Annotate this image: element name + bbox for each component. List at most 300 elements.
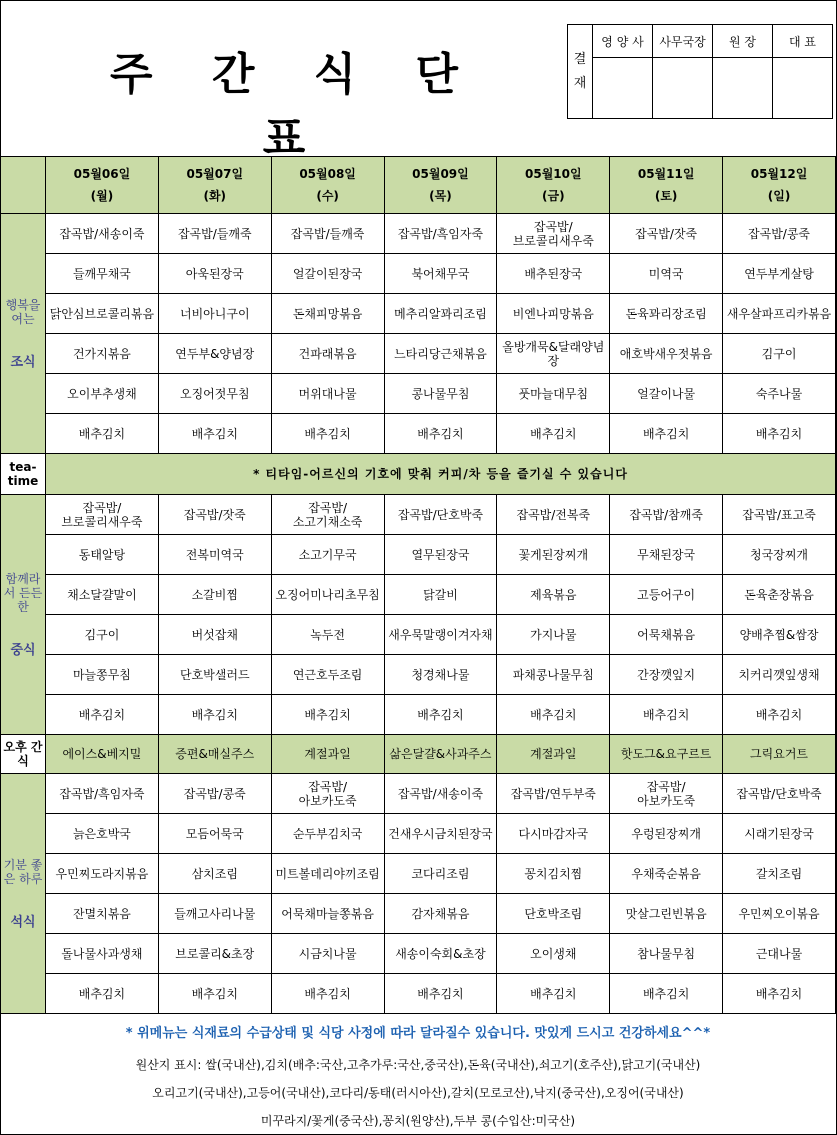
dinner-row	[1, 854, 836, 894]
dinner-menu-item	[497, 814, 610, 854]
breakfast-menu-item	[723, 294, 836, 334]
dinner-menu-item	[158, 934, 271, 974]
breakfast-menu-item-text: 미역국	[648, 266, 684, 281]
breakfast-menu-item-text: 배추김치	[304, 426, 351, 441]
breakfast-row	[1, 214, 836, 254]
breakfast-menu-item-text: 김구이	[761, 346, 797, 361]
lunch-menu-item-text: 소고기무국	[298, 547, 357, 562]
breakfast-menu-item	[610, 254, 723, 294]
breakfast-menu-item	[384, 254, 497, 294]
breakfast-menu-item	[610, 214, 723, 254]
breakfast-menu-item-text: 들깨무채국	[72, 266, 131, 281]
dinner-menu-item-text: 배추김치	[530, 986, 577, 1001]
dinner-meal-name: 석식	[10, 914, 36, 930]
dinner-menu-item-text: 다시마감자국	[518, 826, 589, 841]
teatime-notice	[46, 454, 836, 495]
snack-item-text: 증편&매실주스	[175, 747, 255, 761]
breakfast-menu-item-text: 잡곡밥/잣죽	[635, 226, 698, 241]
dinner-menu-item-text: 브로콜리&초장	[175, 946, 255, 961]
lunch-menu-item-text: 채소달걀말이	[67, 587, 137, 602]
day-header	[610, 157, 723, 214]
breakfast-menu-item-text: 배추김치	[191, 426, 238, 441]
lunch-menu-item	[46, 655, 159, 695]
lunch-menu-item-text: 무채된장국	[637, 547, 696, 562]
dinner-menu-item-text: 잡곡밥/연두부죽	[510, 786, 596, 801]
breakfast-menu-item-text: 배추김치	[78, 426, 126, 441]
dinner-menu-item	[497, 974, 610, 1014]
snack-item-text: 삶은달걀&사과주스	[389, 747, 492, 761]
dinner-menu-item	[158, 974, 271, 1014]
day-weekday: (화)	[203, 189, 227, 203]
dinner-row	[1, 814, 836, 854]
breakfast-menu-item-text: 배추김치	[530, 426, 577, 441]
breakfast-menu-item-text: 닭안심브로콜리볶음	[49, 306, 155, 321]
dinner-menu-item-text: 어묵채마늘쫑볶음	[281, 906, 374, 921]
day-weekday: (일)	[767, 189, 791, 203]
dinner-menu-item-text: 잡곡밥/콩죽	[183, 786, 246, 801]
breakfast-menu-item-text: 잡곡밥/들깨죽	[177, 226, 252, 241]
lunch-row	[1, 575, 836, 615]
lunch-menu-item-text: 연근호두조림	[292, 667, 363, 682]
dinner-menu-item-text: 배추김치	[642, 986, 690, 1001]
dinner-menu-item	[723, 854, 836, 894]
breakfast-menu-item	[610, 414, 723, 454]
lunch-menu-item	[158, 655, 271, 695]
breakfast-menu-item	[271, 334, 384, 374]
breakfast-menu-item	[723, 334, 836, 374]
dinner-menu-item	[610, 774, 723, 814]
teatime-side-label-text: tea-time	[7, 460, 39, 488]
breakfast-menu-item-text: 느타리당근채볶음	[394, 346, 487, 361]
breakfast-menu-item-text: 오이부추생채	[67, 386, 137, 401]
breakfast-menu-item	[384, 334, 497, 374]
lunch-menu-item	[384, 695, 497, 735]
approval-box	[567, 24, 833, 119]
approval-header: 원 장	[713, 25, 773, 58]
breakfast-menu-item-text: 아욱된장국	[185, 266, 244, 281]
breakfast-menu-item-text: 연두부&양념장	[175, 346, 255, 361]
lunch-menu-item-text: 배추김치	[642, 707, 690, 722]
approval-label: 결 재	[568, 25, 593, 119]
snack-item-text: 에이스&베지밀	[62, 747, 142, 761]
dinner-menu-item-text: 근대나물	[755, 946, 803, 961]
dinner-menu-item	[723, 774, 836, 814]
dinner-menu-item-text: 들깨고사리나물	[174, 906, 256, 921]
breakfast-menu-item	[271, 254, 384, 294]
lunch-menu-item-text: 꽃게된장찌개	[518, 547, 589, 562]
lunch-row	[1, 695, 836, 735]
breakfast-menu-item	[271, 414, 384, 454]
lunch-menu-item	[271, 535, 384, 575]
breakfast-menu-item-text: 배추된장국	[524, 266, 583, 281]
breakfast-menu-item-text: 건가지볶음	[72, 346, 131, 361]
dinner-menu-item	[158, 854, 271, 894]
day-date: 05월11일	[637, 167, 695, 181]
lunch-meal-name: 중식	[10, 642, 36, 658]
snack-item	[384, 735, 497, 774]
dinner-menu-item-text: 배추김치	[304, 986, 351, 1001]
lunch-menu-item-text: 배추김치	[191, 707, 238, 722]
snack-item	[271, 735, 384, 774]
lunch-menu-item-text: 치커리깻잎생채	[738, 667, 820, 682]
dinner-menu-item	[497, 774, 610, 814]
lunch-menu-item	[497, 535, 610, 575]
lunch-menu-item	[271, 695, 384, 735]
dinner-menu-item-text: 시금치나물	[298, 946, 357, 961]
day-weekday: (수)	[316, 189, 339, 203]
day-header	[271, 157, 384, 214]
lunch-menu-item-text: 잡곡밥/단호박죽	[397, 507, 484, 522]
breakfast-menu-item-text: 연두부게살탕	[744, 266, 814, 281]
dinner-menu-item-text: 잡곡밥/단호박죽	[736, 786, 822, 801]
breakfast-menu-item	[46, 374, 159, 414]
lunch-menu-item	[497, 575, 610, 615]
page-title: 주 간 식 단 표	[110, 49, 480, 164]
breakfast-menu-item-text: 새우살파프리카볶음	[726, 306, 832, 321]
dinner-menu-item	[158, 774, 271, 814]
lunch-menu-item	[723, 575, 836, 615]
day-header	[158, 157, 271, 214]
dinner-menu-item-text: 잔멸치볶음	[72, 906, 131, 921]
dinner-menu-item	[46, 854, 159, 894]
approval-header: 영 양 사	[593, 25, 653, 58]
snack-item	[610, 735, 723, 774]
day-date: 05월10일	[525, 167, 582, 181]
dinner-menu-item	[46, 774, 159, 814]
breakfast-menu-item	[158, 294, 271, 334]
breakfast-menu-item	[497, 334, 610, 374]
dinner-row	[1, 894, 836, 934]
dinner-menu-item-text: 참나물무침	[637, 946, 696, 961]
dinner-menu-item	[497, 934, 610, 974]
dinner-menu-item	[384, 854, 497, 894]
dinner-menu-item	[46, 894, 159, 934]
lunch-menu-item	[271, 615, 384, 655]
breakfast-menu-item	[271, 374, 384, 414]
day-date: 05월06일	[73, 167, 131, 181]
breakfast-menu-item-text: 돈채피망볶음	[292, 306, 363, 321]
teatime-side-label	[1, 454, 46, 495]
day-header	[46, 157, 159, 214]
dinner-menu-item-text: 꽁치김치찜	[524, 866, 583, 881]
dinner-menu-item-text: 맛살그린빈볶음	[625, 906, 707, 921]
lunch-side-caption: 함께라서 든든한	[3, 571, 43, 614]
dinner-menu-item-text: 모듬어묵국	[185, 826, 244, 841]
lunch-menu-item	[610, 655, 723, 695]
breakfast-menu-item	[158, 334, 271, 374]
lunch-menu-item-text: 잡곡밥/ 브로콜리새우죽	[61, 500, 143, 529]
day-header	[497, 157, 610, 214]
lunch-menu-item-text: 청경채나물	[411, 667, 470, 682]
dinner-menu-item	[384, 974, 497, 1014]
breakfast-menu-item	[723, 414, 836, 454]
dinner-row	[1, 774, 836, 814]
dinner-menu-item-text: 배추김치	[417, 986, 464, 1001]
breakfast-menu-item-text: 배추김치	[642, 426, 690, 441]
lunch-menu-item-text: 마늘쫑무침	[72, 667, 131, 682]
dinner-menu-item-text: 늙은호박국	[72, 826, 131, 841]
dinner-menu-item	[610, 894, 723, 934]
lunch-menu-item	[46, 615, 159, 655]
breakfast-menu-item-text: 얼갈이된장국	[292, 266, 363, 281]
breakfast-menu-item	[723, 254, 836, 294]
day-weekday: (금)	[542, 189, 565, 203]
lunch-menu-item	[158, 495, 271, 535]
snack-item	[497, 735, 610, 774]
breakfast-menu-item-text: 풋마늘대무침	[518, 386, 589, 401]
lunch-menu-item-text: 잡곡밥/참깨죽	[629, 507, 703, 522]
breakfast-menu-item	[46, 254, 159, 294]
dinner-menu-item	[384, 894, 497, 934]
dinner-menu-item-text: 우민찌오이볶음	[738, 906, 820, 921]
snack-side-label-text: 오후 간식	[3, 740, 43, 768]
breakfast-row	[1, 414, 836, 454]
dinner-menu-item-text: 새송이숙회&초장	[395, 946, 486, 961]
breakfast-menu-item	[497, 414, 610, 454]
lunch-menu-item-text: 배추김치	[530, 707, 577, 722]
day-date: 05월07일	[186, 167, 244, 181]
breakfast-menu-item	[271, 294, 384, 334]
snack-item	[46, 735, 159, 774]
lunch-side-label	[1, 495, 46, 735]
breakfast-menu-item-text: 얼갈이나물	[637, 386, 696, 401]
dinner-menu-item	[384, 814, 497, 854]
approval-sign-box[interactable]	[713, 58, 773, 119]
breakfast-menu-item	[384, 414, 497, 454]
dinner-menu-item	[497, 894, 610, 934]
lunch-menu-item-text: 가지나물	[530, 627, 577, 642]
breakfast-menu-item	[723, 214, 836, 254]
dinner-menu-item	[723, 894, 836, 934]
dinner-menu-item-text: 우렁된장찌개	[631, 826, 701, 841]
breakfast-menu-item	[610, 374, 723, 414]
day-header	[384, 157, 497, 214]
origin-line: 미꾸라지/꽃게(중국산),꽁치(원양산),두부 콩(수입산:미국산)	[260, 1114, 576, 1128]
lunch-menu-item-text: 열무된장국	[411, 547, 470, 562]
lunch-menu-item-text: 어묵채볶음	[637, 627, 696, 642]
lunch-menu-item	[497, 695, 610, 735]
breakfast-menu-item	[610, 294, 723, 334]
lunch-menu-item	[384, 495, 497, 535]
dinner-menu-item	[384, 774, 497, 814]
dinner-menu-item	[158, 894, 271, 934]
day-date: 05월12일	[750, 167, 808, 181]
breakfast-menu-item	[497, 374, 610, 414]
dinner-menu-item	[46, 934, 159, 974]
breakfast-menu-item-text: 애호박새우젓볶음	[619, 346, 713, 361]
breakfast-menu-item-text: 돈육꽈리장조림	[625, 306, 707, 321]
lunch-row	[1, 655, 836, 695]
breakfast-menu-item-text: 배추김치	[755, 426, 803, 441]
dinner-menu-item-text: 감자채볶음	[411, 906, 470, 921]
snack-item-text: 계절과일	[304, 747, 351, 761]
lunch-menu-item	[158, 575, 271, 615]
breakfast-menu-item	[158, 254, 271, 294]
lunch-menu-item-text: 청국장찌개	[750, 547, 809, 562]
breakfast-menu-item	[46, 294, 159, 334]
lunch-menu-item	[723, 695, 836, 735]
lunch-menu-item-text: 동태알탕	[78, 547, 126, 562]
dinner-menu-item-text: 순두부김치국	[292, 826, 363, 841]
lunch-row	[1, 535, 836, 575]
breakfast-menu-item-text: 오징어젓무침	[179, 386, 250, 401]
dinner-menu-item	[158, 814, 271, 854]
dinner-menu-item	[723, 974, 836, 1014]
breakfast-menu-item-text: 잡곡밥/들깨죽	[290, 226, 365, 241]
dinner-menu-item-text: 잡곡밥/새송이죽	[397, 786, 484, 801]
origin-line: 오리고기(국내산),고등어(국내산),코다리/동태(러시아산),갈치(모로코산),낙지(중국산),오징어(국내산)	[152, 1086, 684, 1100]
approval-header: 사무국장	[653, 25, 713, 58]
breakfast-row	[1, 254, 836, 294]
breakfast-menu-item-text: 비엔나피망볶음	[512, 306, 594, 321]
breakfast-menu-item-text: 건파래볶음	[298, 346, 357, 361]
dinner-menu-item-text: 건새우시금치된장국	[388, 826, 493, 841]
dinner-menu-item-text: 배추김치	[191, 986, 238, 1001]
lunch-menu-item	[497, 655, 610, 695]
lunch-menu-item	[46, 575, 159, 615]
approval-sign-box[interactable]	[593, 58, 653, 119]
breakfast-menu-item	[46, 414, 159, 454]
dinner-row	[1, 934, 836, 974]
origin-line: 원산지 표시: 쌀(국내산),김치(배추:국산,고추가루:국산,중국산),돈육(국내산),쇠고기(호주산),닭고기(국내산)	[135, 1058, 701, 1072]
dinner-side-label	[1, 774, 46, 1014]
teatime-text: * 티타임-어르신의 기호에 맞춰 커피/차 등을 즐기실 수 있습니다	[253, 467, 628, 481]
breakfast-row	[1, 294, 836, 334]
breakfast-menu-item	[497, 294, 610, 334]
dinner-menu-item-text: 배추김치	[78, 986, 126, 1001]
breakfast-menu-item	[384, 214, 497, 254]
snack-row	[1, 735, 836, 774]
lunch-menu-item-text: 전복미역국	[185, 547, 244, 562]
lunch-menu-item	[610, 535, 723, 575]
dinner-menu-item	[271, 774, 384, 814]
dinner-menu-item	[271, 814, 384, 854]
dinner-menu-item-text: 미트볼데리야끼조림	[275, 866, 380, 881]
dinner-menu-item	[723, 934, 836, 974]
lunch-menu-item	[271, 655, 384, 695]
lunch-menu-item-text: 소갈비찜	[191, 587, 238, 602]
lunch-menu-item	[723, 495, 836, 535]
breakfast-menu-item	[497, 214, 610, 254]
dinner-menu-item-text: 잡곡밥/흑임자죽	[59, 786, 145, 801]
lunch-menu-item	[497, 615, 610, 655]
lunch-menu-item	[271, 495, 384, 535]
dinner-menu-item	[271, 974, 384, 1014]
dinner-menu-item	[610, 814, 723, 854]
day-weekday: (목)	[429, 189, 452, 203]
lunch-menu-item	[46, 535, 159, 575]
lunch-menu-item-text: 배추김치	[78, 707, 126, 722]
dinner-menu-item	[271, 854, 384, 894]
lunch-menu-item-text: 배추김치	[755, 707, 803, 722]
dinner-row	[1, 974, 836, 1014]
lunch-menu-item-text: 새우묵말랭이겨자채	[388, 627, 493, 642]
snack-item-text: 핫도그&요구르트	[620, 747, 712, 761]
lunch-menu-item-text: 배추김치	[417, 707, 464, 722]
approval-header: 대 표	[773, 25, 833, 58]
lunch-menu-item	[384, 575, 497, 615]
breakfast-menu-item-text: 잡곡밥/콩죽	[748, 226, 811, 241]
snack-item-text: 계절과일	[530, 747, 577, 761]
dinner-menu-item	[271, 894, 384, 934]
breakfast-menu-item	[271, 214, 384, 254]
breakfast-menu-item-text: 잡곡밥/흑임자죽	[397, 226, 484, 241]
dinner-menu-item-text: 우채죽순볶음	[631, 866, 701, 881]
dinner-menu-item	[384, 934, 497, 974]
lunch-menu-item-text: 단호박샐러드	[179, 667, 250, 682]
notice-text: * 위메뉴는 식재료의 수급상태 및 식당 사정에 따라 달라질수 있습니다. 맛있게 드시고 건강하세요^^*	[125, 1026, 711, 1041]
lunch-row	[1, 495, 836, 535]
breakfast-menu-item-text: 배추김치	[417, 426, 464, 441]
teatime-row	[1, 454, 836, 495]
dinner-menu-item-text: 배추김치	[755, 986, 803, 1001]
lunch-menu-item-text: 양배추찜&쌈장	[739, 627, 819, 642]
breakfast-menu-item	[610, 334, 723, 374]
lunch-menu-item-text: 파채콩나물무침	[512, 667, 594, 682]
day-date: 05월08일	[299, 167, 356, 181]
dinner-menu-item-text: 시래기된장국	[744, 826, 814, 841]
lunch-menu-item-text: 제육볶음	[530, 587, 577, 602]
dinner-menu-item	[46, 974, 159, 1014]
lunch-menu-item-text: 오징어미나리초무침	[275, 587, 380, 602]
dinner-menu-item-text: 오이생채	[530, 946, 577, 961]
lunch-menu-item	[610, 495, 723, 535]
lunch-menu-item-text: 잡곡밥/잣죽	[183, 507, 246, 522]
approval-sign-box[interactable]	[773, 58, 833, 119]
breakfast-menu-item-text: 잡곡밥/ 브로콜리새우죽	[512, 219, 594, 248]
lunch-menu-item	[271, 575, 384, 615]
lunch-menu-item	[46, 695, 159, 735]
approval-sign-box[interactable]	[653, 58, 713, 119]
breakfast-menu-item	[46, 334, 159, 374]
breakfast-menu-item	[46, 214, 159, 254]
lunch-menu-item-text: 돈육춘장볶음	[744, 587, 814, 602]
day-header-row	[1, 157, 836, 214]
breakfast-menu-item	[158, 414, 271, 454]
breakfast-menu-item	[723, 374, 836, 414]
lunch-menu-item	[384, 615, 497, 655]
dinner-side-caption: 기분 좋은 하루	[3, 857, 43, 886]
lunch-menu-item	[610, 615, 723, 655]
dinner-menu-item-text: 잡곡밥/ 아보카도죽	[637, 779, 696, 808]
lunch-menu-item	[384, 655, 497, 695]
breakfast-menu-item-text: 메추리알꽈리조림	[394, 306, 487, 321]
dinner-menu-item	[271, 934, 384, 974]
lunch-menu-item	[158, 535, 271, 575]
lunch-menu-item-text: 닭갈비	[423, 587, 458, 602]
lunch-menu-item-text: 버섯잡채	[191, 627, 238, 642]
breakfast-meal-name: 조식	[10, 354, 36, 370]
snack-side-label	[1, 735, 46, 774]
dinner-menu-item-text: 우민찌도라지볶음	[55, 866, 149, 881]
snack-item	[723, 735, 836, 774]
lunch-row	[1, 615, 836, 655]
breakfast-menu-item	[158, 214, 271, 254]
lunch-menu-item	[158, 695, 271, 735]
dinner-menu-item-text: 삼치조림	[191, 866, 238, 881]
lunch-menu-item	[610, 575, 723, 615]
day-header	[723, 157, 836, 214]
snack-item-text: 그릭요거트	[750, 747, 809, 761]
lunch-menu-item-text: 잡곡밥/전복죽	[516, 507, 591, 522]
dinner-menu-item-text: 코다리조림	[411, 866, 470, 881]
lunch-menu-item	[158, 615, 271, 655]
dinner-menu-item	[610, 854, 723, 894]
lunch-menu-item-text: 잡곡밥/ 소고기채소죽	[292, 500, 363, 529]
breakfast-menu-item-text: 북어채무국	[411, 266, 470, 281]
breakfast-menu-item-text: 콩나물무침	[411, 386, 470, 401]
dinner-menu-item	[46, 814, 159, 854]
